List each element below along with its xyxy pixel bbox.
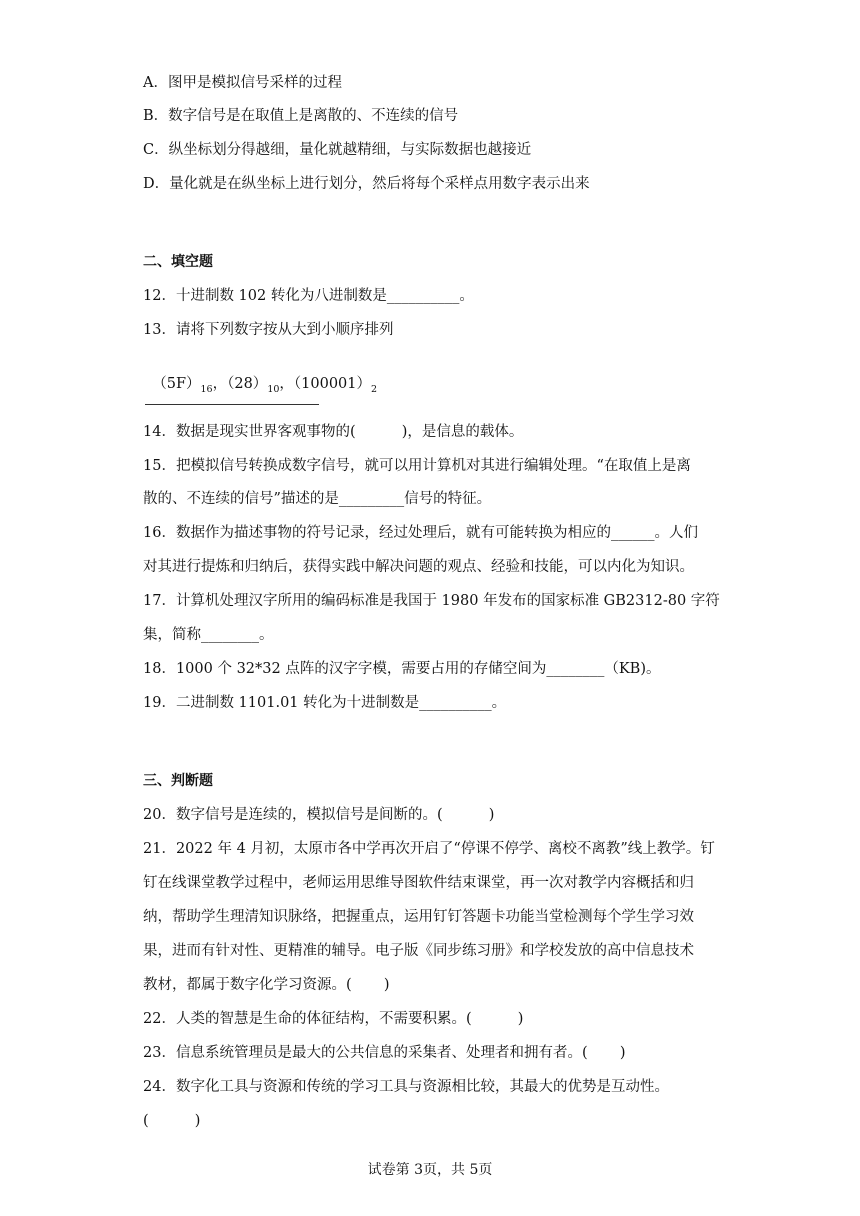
option-b: B．数字信号是在取值上是离散的、不连续的信号 — [143, 108, 459, 124]
separator: ， — [212, 376, 228, 392]
question-21-line4: 果，进而有针对性、更精准的辅导。电子版《同步练习册》和学校发放的高中信息技术 — [143, 943, 694, 959]
num-3-base: 2 — [371, 384, 378, 395]
question-20: 20．数字信号是连续的，模拟信号是间断的。( ) — [143, 807, 495, 823]
question-13: 13．请将下列数字按从大到小顺序排列 — [143, 322, 394, 338]
num-3: （100001） — [293, 376, 372, 392]
question-21-line5: 教材，都属于数字化学习资源。( ) — [143, 977, 390, 993]
question-19: 19．二进制数 1101.01 转化为十进制数是__________。 — [143, 695, 507, 711]
question-12: 12．十进制数 102 转化为八进制数是__________。 — [143, 288, 474, 304]
question-14: 14．数据是现实世界客观事物的( )，是信息的载体。 — [143, 424, 524, 440]
question-17-line2: 集，简称________。 — [143, 627, 274, 643]
section-heading-true-false: 三、判断题 — [143, 773, 213, 789]
option-d: D．量化就是在纵坐标上进行划分，然后将每个采样点用数字表示出来 — [143, 176, 590, 192]
question-13-numbers — [143, 354, 377, 396]
question-16-line2: 对其进行提炼和归纳后，获得实践中解决问题的观点、经验和技能，可以内化为知识。 — [143, 559, 694, 575]
question-15-line2: 散的、不连续的信号”描述的是_________信号的特征。 — [143, 491, 492, 507]
question-23: 23．信息系统管理员是最大的公共信息的采集者、处理者和拥有者。( ) — [143, 1045, 626, 1061]
num-1-base: 16 — [200, 384, 213, 395]
separator: ， — [279, 376, 294, 392]
question-21-line3: 纳，帮助学生理清知识脉络，把握重点，运用钉钉答题卡功能当堂检测每个学生学习效 — [143, 909, 694, 925]
question-21-line1: 21．2022 年 4 月初，太原市各中学再次开启了“停课不停学、离校不离教”线上教学。钉 — [143, 841, 715, 857]
question-24-line2: ( ) — [143, 1113, 201, 1129]
question-24-line1: 24．数字化工具与资源和传统的学习工具与资源相比较，其最大的优势是互动性。 — [143, 1079, 669, 1095]
question-15-line1: 15．把模拟信号转换成数字信号，就可以用计算机对其进行编辑处理。“在取值上是离 — [143, 458, 691, 474]
num-2: （28） — [227, 376, 268, 392]
option-a: A．图甲是模拟信号采样的过程 — [143, 75, 342, 91]
question-16-line1: 16．数据作为描述事物的符号记录，经过处理后，就有可能转换为相应的______。人们 — [143, 525, 698, 541]
num-2-base: 10 — [267, 384, 280, 395]
question-22: 22．人类的智慧是生命的体征结构，不需要积累。( ) — [143, 1011, 524, 1027]
option-c: C．纵坐标划分得越细，量化就越精细，与实际数据也越接近 — [143, 142, 532, 158]
section-heading-fill-blank: 二、填空题 — [143, 254, 213, 270]
page-footer: 试卷第 3页，共 5页 — [367, 1162, 493, 1178]
question-21-line2: 钉在线课堂教学过程中，老师运用思维导图软件结束课堂，再一次对教学内容概括和归 — [143, 875, 694, 891]
num-1: （5F） — [152, 376, 201, 392]
question-17-line1: 17．计算机处理汉字所用的编码标准是我国于 1980 年发布的国家标准 GB2312-80 字符 — [143, 593, 720, 609]
answer-line — [145, 404, 319, 405]
question-18: 18．1000 个 32*32 点阵的汉字字模，需要占用的存储空间为________（KB)。 — [143, 661, 661, 677]
